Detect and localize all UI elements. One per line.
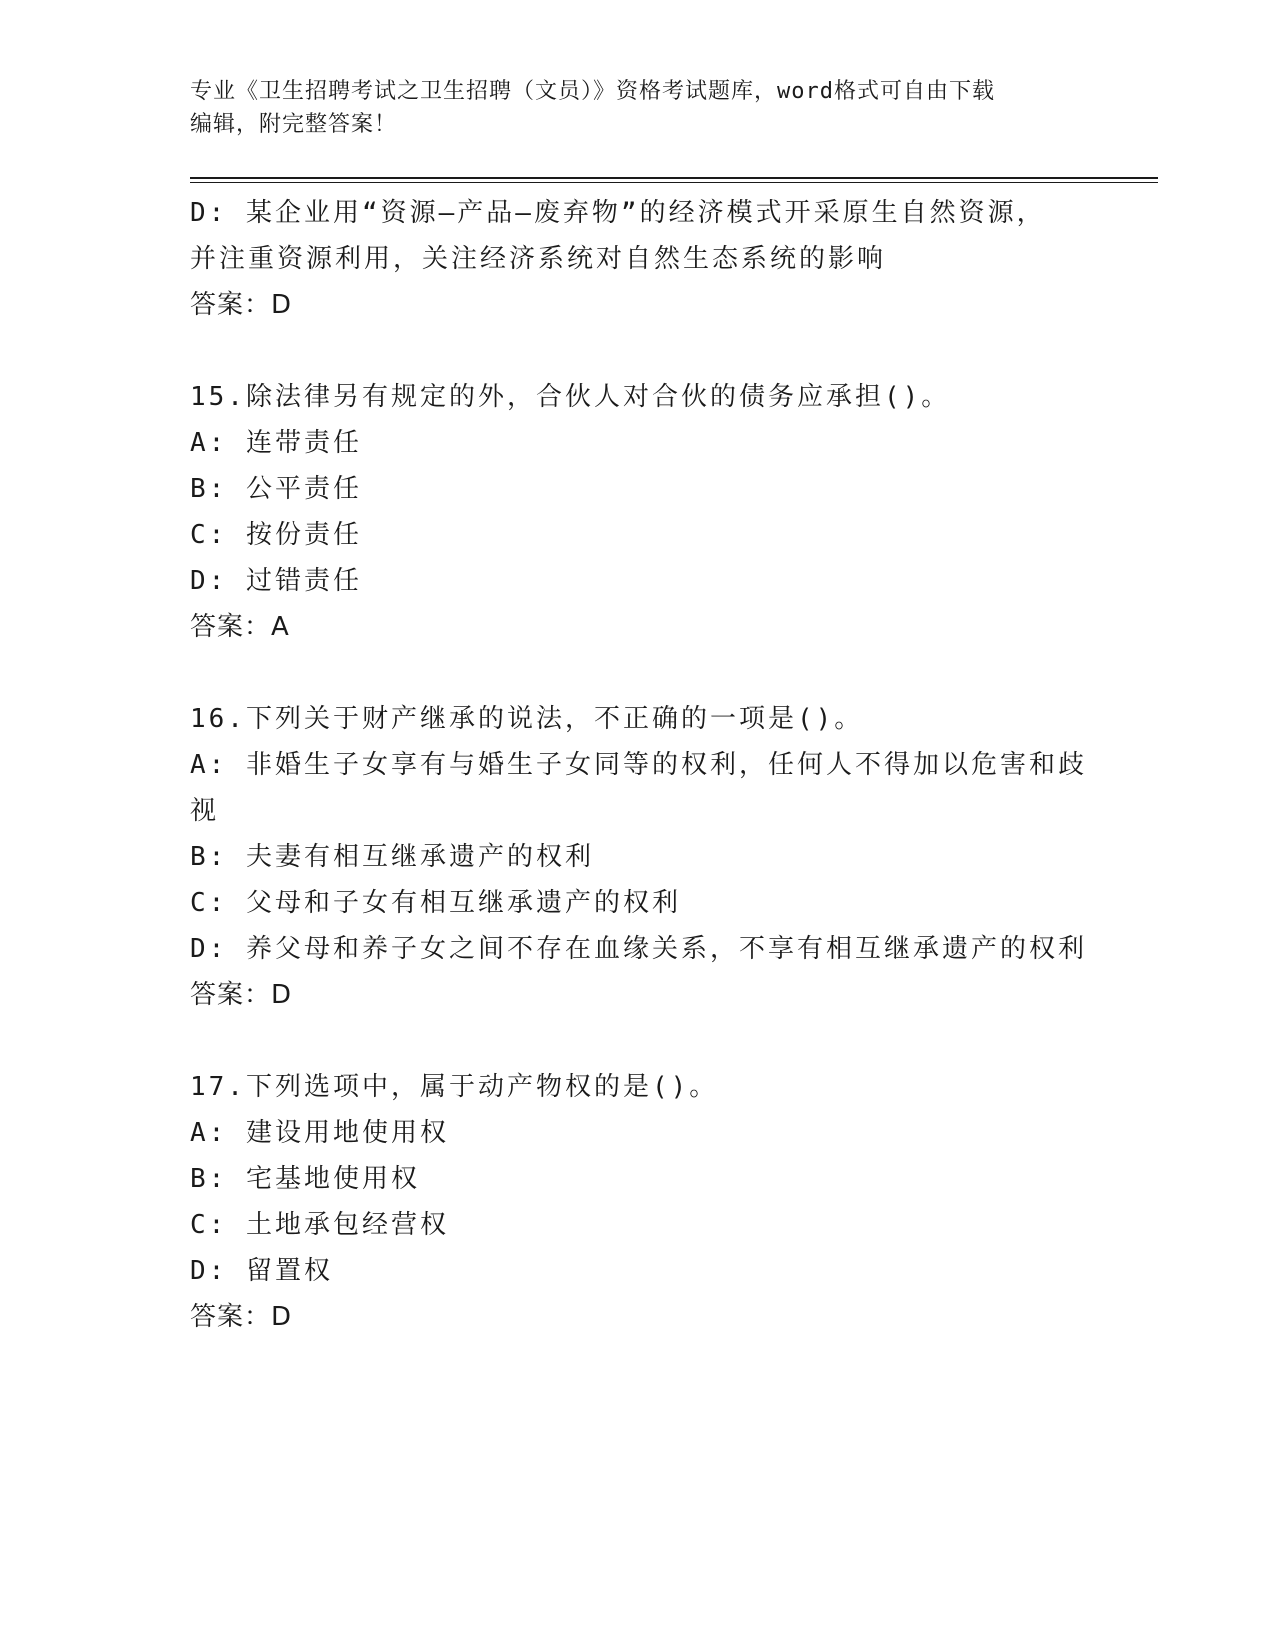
question-17 [190, 1064, 1090, 1340]
option-a: A: 建设用地使用权 [190, 1118, 449, 1148]
question-stem: 16.下列关于财产继承的说法，不正确的一项是()。 [190, 704, 864, 734]
answer-line: 答案：D [190, 980, 293, 1010]
option-d-line-1: D: 某企业用“资源—产品—废弃物”的经济模式开采原生自然资源， [190, 198, 1046, 228]
spacer [190, 1018, 1090, 1064]
option-a: A: 连带责任 [190, 428, 362, 458]
spacer [190, 650, 1090, 696]
question-stem: 17.下列选项中，属于动产物权的是()。 [190, 1072, 719, 1102]
document-header [190, 75, 1090, 141]
option-c: C: 土地承包经营权 [190, 1210, 449, 1240]
option-d: D: 过错责任 [190, 566, 362, 596]
spacer [190, 328, 1090, 374]
option-d: D: 留置权 [190, 1256, 333, 1286]
option-a-line-1: A: 非婚生子女享有与婚生子女同等的权利，任何人不得加以危害和歧 [190, 750, 1087, 780]
question-16 [190, 696, 1090, 1018]
option-d-line-2: 并注重资源利用，关注经济系统对自然生态系统的影响 [190, 244, 887, 274]
header-line-1: 专业《卫生招聘考试之卫生招聘（文员）》资格考试题库，word格式可自由下载 [190, 79, 995, 104]
question-15 [190, 374, 1090, 650]
header-divider [190, 177, 1158, 179]
question-list [190, 190, 1090, 1340]
header-line-2: 编辑，附完整答案！ [190, 112, 398, 137]
answer-line: 答案：D [190, 1302, 293, 1332]
answer-line: 答案：A [190, 612, 290, 642]
option-d: D: 养父母和养子女之间不存在血缘关系，不享有相互继承遗产的权利 [190, 934, 1087, 964]
option-a-line-2: 视 [190, 796, 220, 826]
question-stem: 15.除法律另有规定的外，合伙人对合伙的债务应承担()。 [190, 382, 951, 412]
option-c: C: 按份责任 [190, 520, 362, 550]
option-b: B: 夫妻有相互继承遗产的权利 [190, 842, 594, 872]
question-14-tail [190, 190, 1090, 328]
option-b: B: 公平责任 [190, 474, 362, 504]
answer-line: 答案：D [190, 290, 293, 320]
option-b: B: 宅基地使用权 [190, 1164, 420, 1194]
header-divider-thin [190, 182, 1158, 183]
option-c: C: 父母和子女有相互继承遗产的权利 [190, 888, 681, 918]
